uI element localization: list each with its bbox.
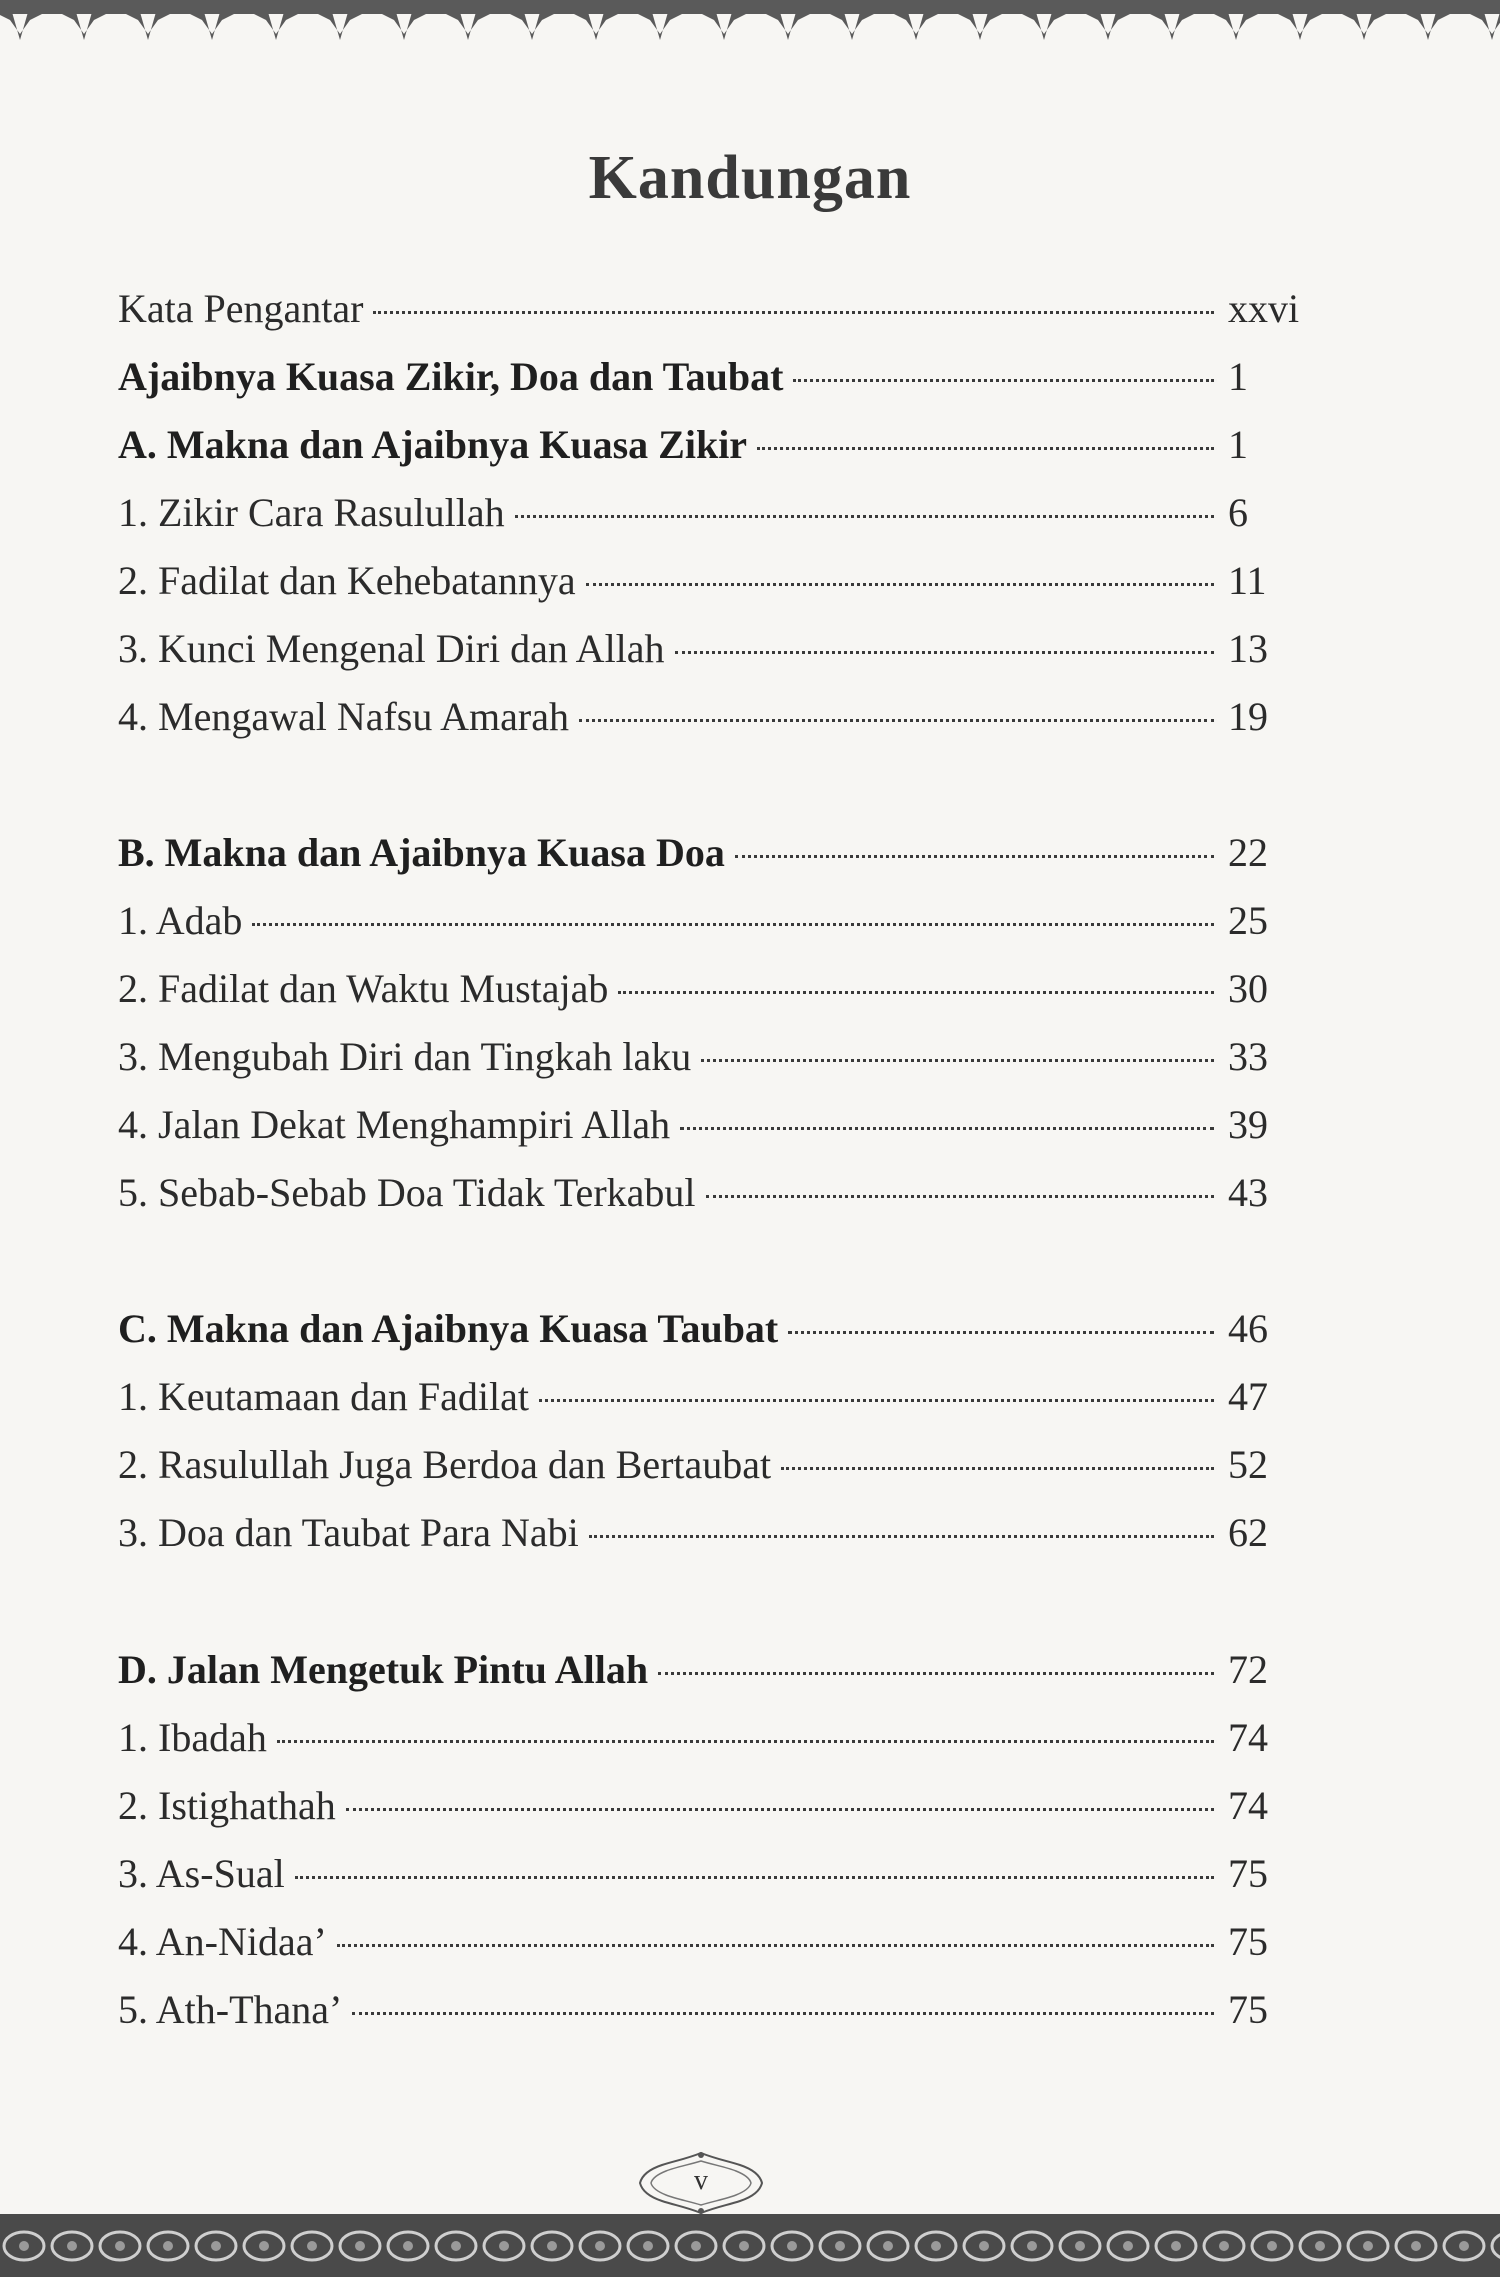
toc-entry[interactable]	[118, 1986, 1318, 2042]
toc-entry-label: 1. Keutamaan dan Fadilat	[118, 1374, 529, 1419]
flourish-icon	[58, 12, 110, 40]
toc-entry[interactable]	[118, 693, 1318, 749]
flourish-icon	[1082, 12, 1134, 40]
flourish-icon	[1146, 12, 1198, 40]
toc-entry-label: 4. Jalan Dekat Menghampiri Allah	[118, 1102, 671, 1147]
toc-entry[interactable]	[118, 1441, 1318, 1497]
dot-leader	[680, 1127, 1214, 1130]
toc-entry[interactable]	[118, 829, 1318, 885]
bottom-ornament-border	[0, 2214, 1500, 2277]
toc-entry[interactable]	[118, 1373, 1318, 1429]
toc-entry-label: A. Makna dan Ajaibnya Kuasa Zikir	[118, 422, 748, 467]
toc-entry[interactable]	[118, 965, 1318, 1021]
toc-entry-label: 2. Fadilat dan Kehebatannya	[118, 558, 576, 603]
toc-entry[interactable]	[118, 625, 1318, 681]
dot-leader	[781, 1467, 1214, 1470]
toc-entry-label: 4. An-Nidaa’	[118, 1919, 327, 1964]
toc-entry[interactable]	[118, 1033, 1318, 1089]
dot-leader	[788, 1331, 1214, 1334]
dot-leader	[295, 1876, 1214, 1879]
toc-entry-label: 5. Sebab-Sebab Doa Tidak Terkabul	[118, 1170, 696, 1215]
flourish-icon	[954, 12, 1006, 40]
toc-entry-label: 5. Ath-Thana’	[118, 1987, 343, 2032]
flourish-icon	[442, 12, 494, 40]
dot-leader	[277, 1740, 1214, 1743]
toc-entry[interactable]	[118, 557, 1318, 613]
flourish-icon	[1338, 12, 1390, 40]
flourish-icon	[250, 12, 302, 40]
dot-leader	[675, 651, 1214, 654]
flourish-icon	[570, 12, 622, 40]
dot-leader	[346, 1808, 1214, 1811]
page-number: v	[694, 2165, 708, 2196]
toc-page-number: 30	[1228, 966, 1268, 1011]
toc-entry[interactable]	[118, 1850, 1318, 1906]
dot-leader	[706, 1195, 1215, 1198]
toc-page-number: 1	[1228, 354, 1248, 399]
flourish-icon	[890, 12, 942, 40]
dot-leader	[337, 1944, 1214, 1947]
flourish-icon	[314, 12, 366, 40]
toc-page-number: 72	[1228, 1647, 1268, 1692]
flourish-icon	[1274, 12, 1326, 40]
toc-entry-label: 3. As-Sual	[118, 1851, 285, 1896]
toc-entry[interactable]	[118, 1509, 1318, 1565]
toc-entry-label: Kata Pengantar	[118, 286, 364, 331]
top-ornament-border	[0, 0, 1500, 48]
toc-entry[interactable]	[118, 1101, 1318, 1157]
toc-entry[interactable]	[118, 1646, 1318, 1702]
toc-entry-label: B. Makna dan Ajaibnya Kuasa Doa	[118, 830, 725, 875]
toc-page-number: 19	[1228, 694, 1268, 739]
toc-page-number: 47	[1228, 1374, 1268, 1419]
toc-entry-label: 4. Mengawal Nafsu Amarah	[118, 694, 569, 739]
toc-page-number: 52	[1228, 1442, 1268, 1487]
flourish-icon	[506, 12, 558, 40]
toc-page-number: 43	[1228, 1170, 1268, 1215]
toc-entry[interactable]	[118, 1782, 1318, 1838]
toc-entry-label: 2. Istighathah	[118, 1783, 336, 1828]
toc-page-number: 13	[1228, 626, 1268, 671]
flourish-icon	[826, 12, 878, 40]
flourish-icon	[1466, 12, 1500, 40]
toc-page-number: 75	[1228, 1919, 1268, 1964]
dot-leader	[735, 855, 1214, 858]
flourish-icon	[378, 12, 430, 40]
toc-entry[interactable]	[118, 1169, 1318, 1225]
toc-entry[interactable]	[118, 1918, 1318, 1974]
toc-entry-label: Ajaibnya Kuasa Zikir, Doa dan Taubat	[118, 354, 784, 399]
flourish-icon	[1210, 12, 1262, 40]
flourish-icon	[1018, 12, 1070, 40]
flourish-icon	[1402, 12, 1454, 40]
flourish-icon	[0, 12, 46, 40]
toc-entry-label: D. Jalan Mengetuk Pintu Allah	[118, 1647, 649, 1692]
toc-entry-label: 1. Zikir Cara Rasulullah	[118, 490, 505, 535]
toc-entry-label: 3. Doa dan Taubat Para Nabi	[118, 1510, 579, 1555]
dot-leader	[793, 379, 1214, 382]
toc-page-number: 25	[1228, 898, 1268, 943]
toc-entry[interactable]	[118, 285, 1318, 341]
toc-page-number: 6	[1228, 490, 1248, 535]
toc-page-number: 75	[1228, 1987, 1268, 2032]
toc-entry-label: C. Makna dan Ajaibnya Kuasa Taubat	[118, 1306, 779, 1351]
toc-entry-label: 2. Fadilat dan Waktu Mustajab	[118, 966, 609, 1011]
toc-entry[interactable]	[118, 1305, 1318, 1361]
toc-entry[interactable]	[118, 897, 1318, 953]
toc-page-number: 22	[1228, 830, 1268, 875]
toc-page-number: 46	[1228, 1306, 1268, 1351]
toc-entry-label: 1. Adab	[118, 898, 243, 943]
toc-page-number: 11	[1228, 558, 1267, 603]
flourish-icon	[698, 12, 750, 40]
flourish-icon	[634, 12, 686, 40]
toc-entry-label: 3. Kunci Mengenal Diri dan Allah	[118, 626, 665, 671]
dot-leader	[586, 583, 1214, 586]
page-title: Kandungan	[588, 144, 912, 212]
toc-entry-label: 2. Rasulullah Juga Berdoa dan Bertaubat	[118, 1442, 772, 1487]
dot-leader	[658, 1672, 1214, 1675]
dot-leader	[373, 311, 1214, 314]
toc-page-number: 33	[1228, 1034, 1268, 1079]
dot-leader	[352, 2012, 1214, 2015]
flourish-icon	[186, 12, 238, 40]
toc-page-number: 74	[1228, 1715, 1268, 1760]
page-number-ornament	[636, 2151, 766, 2215]
toc-page-number: 1	[1228, 422, 1248, 467]
toc-page-number: 62	[1228, 1510, 1268, 1555]
toc-entry-label: 1. Ibadah	[118, 1715, 267, 1760]
toc-page-number: 75	[1228, 1851, 1268, 1896]
dot-leader	[701, 1059, 1214, 1062]
dot-leader	[515, 515, 1214, 518]
dot-leader	[618, 991, 1214, 994]
toc-page-number: xxvi	[1228, 286, 1300, 331]
flourish-icon	[762, 12, 814, 40]
toc-entry[interactable]	[118, 489, 1318, 545]
dot-leader	[757, 447, 1214, 450]
dot-leader	[579, 719, 1214, 722]
toc-entry-label: 3. Mengubah Diri dan Tingkah laku	[118, 1034, 692, 1079]
toc-entry[interactable]	[118, 421, 1318, 477]
toc-entry[interactable]	[118, 1714, 1318, 1770]
toc-page-number: 74	[1228, 1783, 1268, 1828]
dot-leader	[539, 1399, 1214, 1402]
flourish-icon	[122, 12, 174, 40]
toc-page-number: 39	[1228, 1102, 1268, 1147]
dot-leader	[252, 923, 1214, 926]
dot-leader	[589, 1535, 1214, 1538]
toc-entry[interactable]	[118, 353, 1318, 409]
